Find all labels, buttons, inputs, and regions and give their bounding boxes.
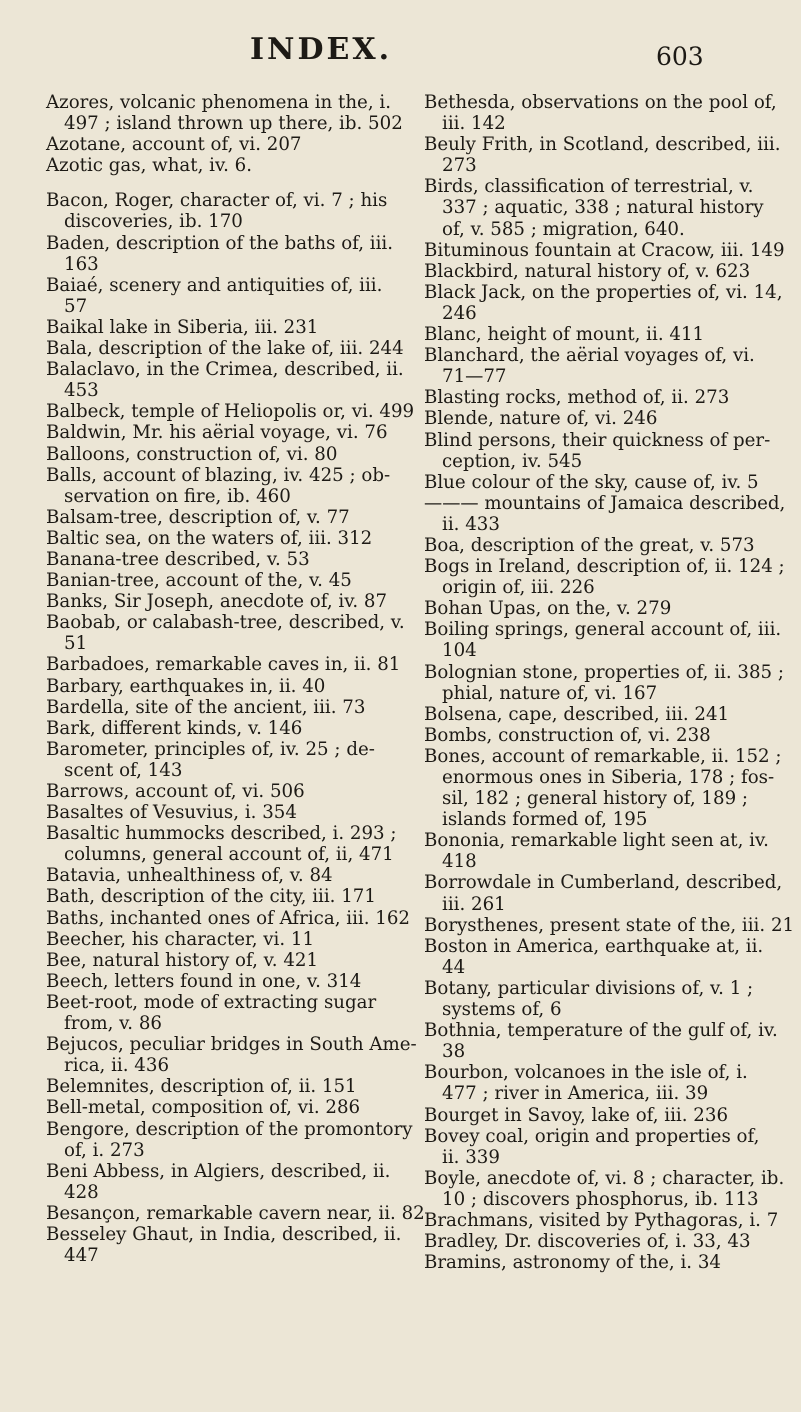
index-entry: Bogs in Ireland, description of, ii. 124 ; <box>424 556 785 578</box>
index-entry-continuation: 497 ; island thrown up there, ib. 502 <box>64 113 403 135</box>
index-entry-continuation: 57 <box>64 295 88 317</box>
index-entry: Blind persons, their quickness of per- <box>424 429 771 451</box>
index-entry: Bardella, site of the ancient, iii. 73 <box>46 696 366 718</box>
index-entry-continuation: of, v. 585 ; migration, 640. <box>442 218 685 240</box>
index-entry: Beech, letters found in one, v. 314 <box>46 970 362 992</box>
index-entry-continuation: systems of, 6 <box>442 999 562 1021</box>
index-entry-continuation: 38 <box>442 1041 466 1063</box>
index-entry: Azores, volcanic phenomena in the, i. <box>46 92 391 113</box>
index-entry: Baiaé, scenery and antiquities of, iii. <box>46 274 383 296</box>
index-entry: Baths, inchanted ones of Africa, iii. 162 <box>46 907 410 929</box>
index-entry-continuation: scent of, 143 <box>64 759 183 781</box>
index-entry: Boyle, anecdote of, vi. 8 ; character, ib. <box>424 1167 785 1189</box>
index-entry: Borysthenes, present state of the, iii. 21 <box>424 914 795 936</box>
index-entry: Balaclavo, in the Crimea, described, ii. <box>46 359 404 381</box>
index-entry-continuation: ception, iv. 545 <box>442 450 583 472</box>
index-entry-continuation: 337 ; aquatic, 338 ; natural history <box>442 197 764 219</box>
index-entry: Baikal lake in Siberia, iii. 231 <box>46 316 319 338</box>
left-column <box>46 92 425 1267</box>
index-entry: Azotic gas, what, iv. 6. <box>46 155 252 177</box>
index-entry-continuation: from, v. 86 <box>64 1013 163 1035</box>
index-entry: Brachmans, visited by Pythagoras, i. 7 <box>424 1209 779 1231</box>
index-entry-continuation: 44 <box>442 956 466 978</box>
index-entry: Bath, description of the city, iii. 171 <box>46 886 376 908</box>
index-entry-continuation: servation on fire, ib. 460 <box>64 485 291 507</box>
index-entry: Blanc, height of mount, ii. 411 <box>424 324 705 346</box>
index-entry: Bourbon, volcanoes in the isle of, i. <box>424 1062 748 1084</box>
page-number: 603 <box>656 42 704 71</box>
index-entry: Bacon, Roger, character of, vi. 7 ; his <box>46 190 388 212</box>
index-entry-continuation: iii. 261 <box>442 893 506 915</box>
index-entry-continuation: islands formed of, 195 <box>442 809 648 831</box>
index-entry-continuation: 418 <box>442 851 477 873</box>
index-entry-continuation: enormous ones in Siberia, 178 ; fos- <box>442 767 775 788</box>
section-gap <box>46 176 401 190</box>
index-entry: Bombs, construction of, vi. 238 <box>424 724 711 746</box>
index-entry-continuation: of, i. 273 <box>64 1139 145 1161</box>
index-entry-continuation: 447 <box>64 1245 99 1267</box>
index-entry: Bohan Upas, on the, v. 279 <box>424 598 672 620</box>
index-entry: Bramins, astronomy of the, i. 34 <box>424 1252 722 1274</box>
index-entry-continuation: discoveries, ib. 170 <box>64 211 243 233</box>
index-entry: Balls, account of blazing, iv. 425 ; ob- <box>46 464 391 486</box>
index-entry: Blende, nature of, vi. 246 <box>424 408 658 430</box>
index-entry-continuation: 163 <box>64 253 99 275</box>
index-entry: Beuly Frith, in Scotland, described, iii. <box>424 134 781 156</box>
index-entry: Barometer, principles of, iv. 25 ; de- <box>46 738 375 760</box>
index-entry-continuation: ii. 339 <box>442 1146 500 1168</box>
index-entry: Blanchard, the aërial voyages of, vi. <box>424 345 755 367</box>
index-entry-continuation: 273 <box>442 155 477 177</box>
index-entry: Bones, account of remarkable, ii. 152 ; <box>424 745 782 767</box>
index-entry: Birds, classification of terrestrial, v. <box>424 176 754 198</box>
index-entry-continuation: 104 <box>442 640 477 662</box>
index-entry: Bee, natural history of, v. 421 <box>46 949 319 971</box>
index-entry: Besseley Ghaut, in India, described, ii. <box>46 1223 402 1245</box>
index-entry-continuation: phial, nature of, vi. 167 <box>442 682 658 704</box>
right-column <box>424 92 795 1274</box>
index-entry: Baden, description of the baths of, iii. <box>46 232 394 254</box>
index-entry: Bourget in Savoy, lake of, iii. 236 <box>424 1104 729 1126</box>
index-entry: Boiling springs, general account of, iii. <box>424 619 782 641</box>
index-entry: Barbadoes, remarkable caves in, ii. 81 <box>46 654 401 676</box>
index-entry: Basaltic hummocks described, i. 293 ; <box>46 823 397 845</box>
index-entry: Barrows, account of, vi. 506 <box>46 781 305 802</box>
index-entry: Bala, description of the lake of, iii. 244 <box>46 338 404 360</box>
index-entry: Azotane, account of, vi. 207 <box>46 134 302 156</box>
index-entry-continuation: 453 <box>64 380 99 402</box>
index-entry-continuation: 71—77 <box>442 366 507 388</box>
index-entry: Balbeck, temple of Heliopolis or, vi. 499 <box>46 401 415 423</box>
running-head: INDEX. <box>250 32 393 67</box>
index-entry: Boa, description of the great, v. 573 <box>424 534 755 556</box>
index-entry: Blackbird, natural history of, v. 623 <box>424 260 751 282</box>
index-entry: Basaltes of Vesuvius, i. 354 <box>46 802 297 824</box>
index-entry: Borrowdale in Cumberland, described, <box>424 872 783 894</box>
index-entry: Bononia, remarkable light seen at, iv. <box>424 830 769 852</box>
index-entry: Blasting rocks, method of, ii. 273 <box>424 387 730 409</box>
index-entry-continuation: columns, general account of, ii, 471 <box>64 844 394 866</box>
index-entry: Barbary, earthquakes in, ii. 40 <box>46 675 326 697</box>
index-entry-continuation: 10 ; discovers phosphorus, ib. 113 <box>442 1188 759 1210</box>
index-entry-continuation: 477 ; river in America, iii. 39 <box>442 1083 709 1105</box>
index-entry: Bethesda, observations on the pool of, <box>424 92 777 113</box>
index-entry: ——— mountains of Jamaica described, <box>424 492 786 514</box>
index-entry: Bengore, description of the promontory <box>46 1118 413 1140</box>
index-entry: Bradley, Dr. discoveries of, i. 33, 43 <box>424 1231 751 1253</box>
index-entry: Beet-root, mode of extracting sugar <box>46 991 377 1013</box>
index-entry: Bolognian stone, properties of, ii. 385 ; <box>424 661 785 683</box>
index-entry: Bituminous fountain at Cracow, iii. 149 <box>424 239 785 261</box>
index-entry: Banian-tree, account of the, v. 45 <box>46 570 352 592</box>
index-entry: Belemnites, description of, ii. 151 <box>46 1076 357 1098</box>
index-entry: Botany, particular divisions of, v. 1 ; <box>424 977 754 999</box>
index-entry-continuation: 428 <box>64 1181 99 1203</box>
index-entry-continuation: ii. 433 <box>442 513 500 535</box>
index-entry: Batavia, unhealthiness of, v. 84 <box>46 865 333 887</box>
index-entry: Baldwin, Mr. his aërial voyage, vi. 76 <box>46 422 388 444</box>
index-entry: Bark, different kinds, v. 146 <box>46 717 303 739</box>
index-entry: Bolsena, cape, described, iii. 241 <box>424 703 730 725</box>
index-entry: Boston in America, earthquake at, ii. <box>424 935 764 957</box>
index-entry: Blue colour of the sky, cause of, iv. 5 <box>424 471 759 493</box>
index-entry: Besançon, remarkable cavern near, ii. 82 <box>46 1202 425 1224</box>
index-entry: Bejucos, peculiar bridges in South Ame- <box>46 1034 417 1056</box>
index-entry: Banana-tree described, v. 53 <box>46 548 310 570</box>
index-entry-continuation: sil, 182 ; general history of, 189 ; <box>442 788 749 810</box>
index-entry-continuation: iii. 142 <box>442 113 506 135</box>
index-entry: Beni Abbess, in Algiers, described, ii. <box>46 1160 391 1182</box>
index-entry-continuation: 246 <box>442 302 477 324</box>
index-entry-continuation: 51 <box>64 633 88 655</box>
index-entry: Bell-metal, composition of, vi. 286 <box>46 1097 361 1119</box>
page-header <box>0 28 801 71</box>
index-entry: Bovey coal, origin and properties of, <box>424 1125 760 1147</box>
index-entry: Baobab, or calabash-tree, described, v. <box>46 612 405 634</box>
index-entry: Beecher, his character, vi. 11 <box>46 928 315 950</box>
index-entry: Balsam-tree, description of, v. 77 <box>46 506 350 528</box>
index-entry: Bothnia, temperature of the gulf of, iv. <box>424 1020 778 1042</box>
index-entry: Banks, Sir Joseph, anecdote of, iv. 87 <box>46 591 388 613</box>
index-entry: Balloons, construction of, vi. 80 <box>46 443 338 465</box>
index-entry-continuation: rica, ii. 436 <box>64 1055 170 1077</box>
index-entry: Black Jack, on the properties of, vi. 14, <box>424 281 783 303</box>
index-entry-continuation: origin of, iii. 226 <box>442 577 595 599</box>
index-entry: Baltic sea, on the waters of, iii. 312 <box>46 527 373 549</box>
